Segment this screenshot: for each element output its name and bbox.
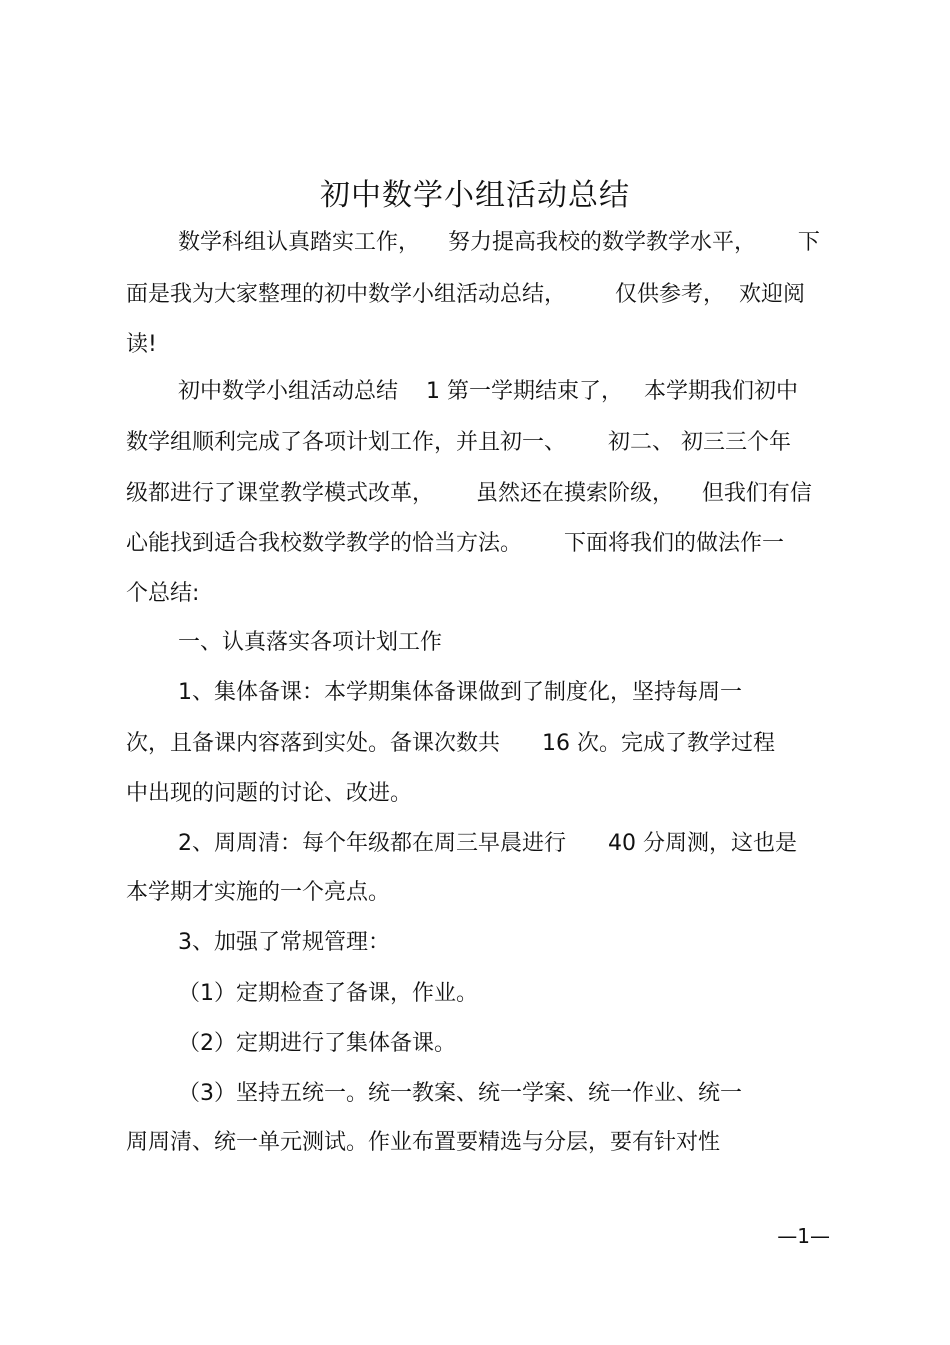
paragraph-line: 级都进行了课堂教学模式改革， 虽然还在摸索阶级， 但我们有信 [126,481,812,506]
page-number: —1— [777,1224,830,1248]
paragraph-line: 3、加强了常规管理： [178,930,390,955]
paragraph-line: 本学期才实施的一个亮点。 [126,880,391,905]
paragraph-line: 读! [126,332,157,357]
paragraph-line: 2、周周清：每个年级都在周三早晨进行 40 分周测，这也是 [178,831,797,856]
paragraph-line: 面是我为大家整理的初中数学小组活动总结， 仅供参考， 欢迎阅 [126,282,805,307]
paragraph-line: 心能找到适合我校数学教学的恰当方法。 下面将我们的做法作一 [126,531,784,556]
paragraph-line: 个总结: [126,581,200,606]
paragraph-line: 初中数学小组活动总结 1 第一学期结束了， 本学期我们初中 [178,379,798,404]
paragraph-line: 数学科组认真踏实工作， 努力提高我校的数学教学水平， 下 [178,230,820,255]
paragraph-line: 中出现的问题的讨论、改进。 [126,781,413,806]
section-heading: 一、认真落实各项计划工作 [178,630,443,655]
list-item: （3）坚持五统一。统一教案、统一学案、统一作业、统一 [178,1081,742,1106]
paragraph-line: 1、集体备课：本学期集体备课做到了制度化，坚持每周一 [178,680,742,705]
paragraph-line: 数学组顺利完成了各项计划工作，并且初一、 初二、 初三三个年 [126,430,791,455]
paragraph-line: 次，且备课内容落到实处。备课次数共 16 次。完成了教学过程 [126,731,775,756]
list-item: （2）定期进行了集体备课。 [178,1031,456,1056]
paragraph-line: 周周清、统一单元测试。作业布置要精选与分层，要有针对性 [126,1130,721,1155]
list-item: （1）定期检查了备课，作业。 [178,981,478,1006]
document-title: 初中数学小组活动总结 [320,178,630,213]
